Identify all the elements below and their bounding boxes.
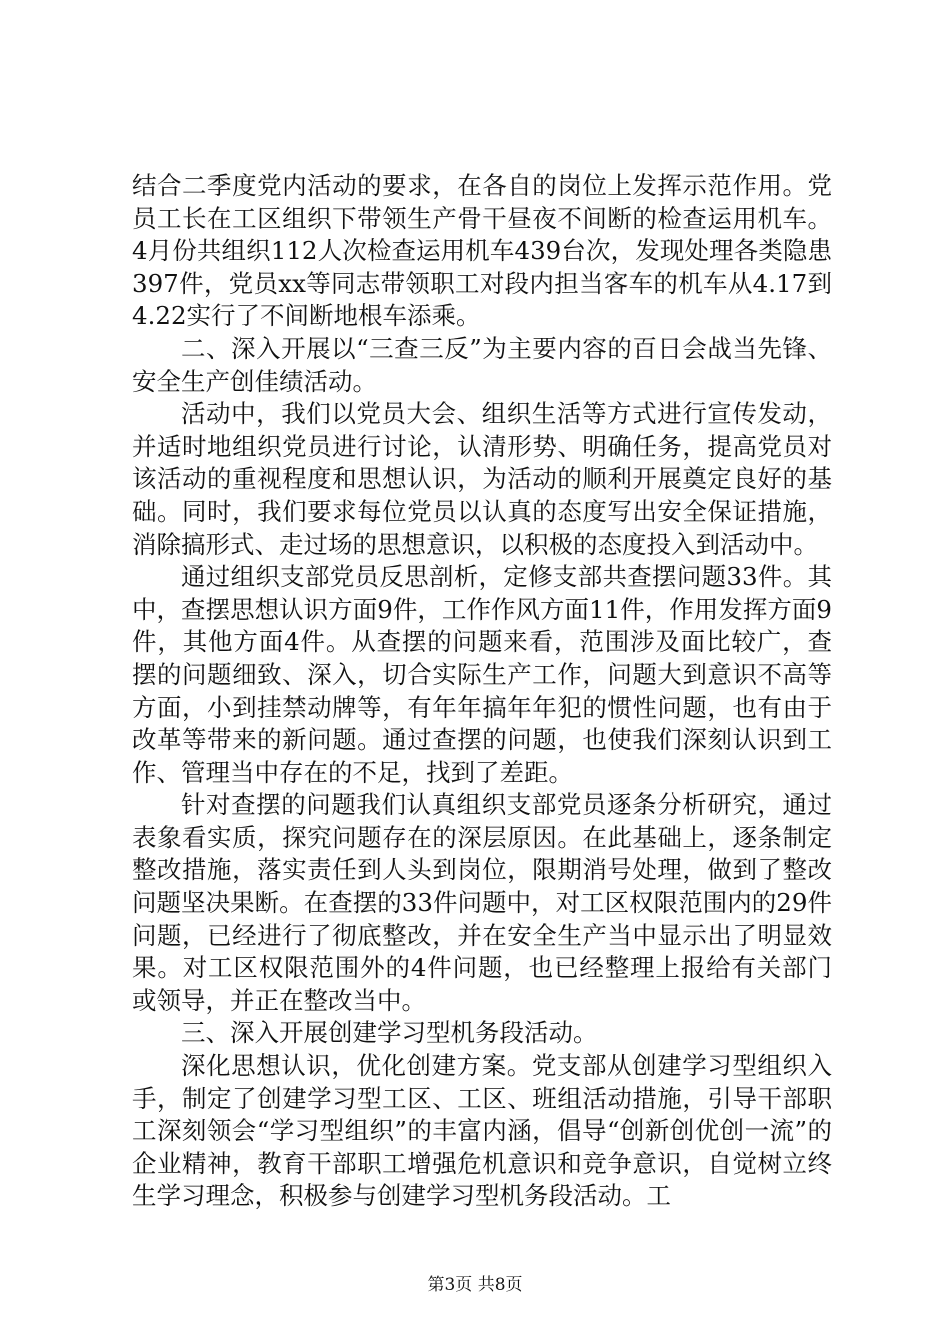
paragraph: 针对查摆的问题我们认真组织支部党员逐条分析研究，通过表象看实质，探究问题存在的深层原因。在此基础上，逐条制定整改措施，落实责任到人头到岗位，限期消号处理，做到了整改问题坚决果断。在查摆的33件问题中，对工区权限范围内的29件问题，已经进行了彻底整改，并在安全生产当中显示出了明显效果。对工区权限范围外的4件问题，也已经整理上报给有关部门或领导，并正在整改当中。 [132, 790, 832, 1015]
paragraph: 活动中，我们以党员大会、组织生活等方式进行宣传发动，并适时地组织党员进行讨论，认清形势、明确任务，提高党员对该活动的重视程度和思想认识，为活动的顺利开展奠定良好的基础。同时，我们要求每位党员以认真的态度写出安全保证措施，消除搞形式、走过场的思想意识，以积极的态度投入到活动中。 [132, 399, 832, 559]
paragraph-continuation: 结合二季度党内活动的要求，在各自的岗位上发挥示范作用。党员工长在工区组织下带领生产骨干昼夜不间断的检查运用机车。4月份共组织112人次检查运用机车439台次，发现处理各类隐患397件，党员xx等同志带领职工对段内担当客车的机车从4.17到4.22实行了不间断地根车添乘。 [132, 171, 832, 331]
paragraph: 通过组织支部党员反思剖析，定修支部共查摆问题33件。其中，查摆思想认识方面9件，工作作风方面11件，作用发挥方面9件，其他方面4件。从查摆的问题来看，范围涉及面比较广，查摆的问题细致、深入，切合实际生产工作，问题大到意识不高等方面，小到挂禁动牌等，有年年搞年年犯的惯性问题，也有由于改革等带来的新问题。通过查摆的问题，也使我们深刻认识到工作、管理当中存在的不足，找到了差距。 [132, 562, 832, 787]
paragraph: 深化思想认识，优化创建方案。党支部从创建学习型组织入手，制定了创建学习型工区、工区、班组活动措施，引导干部职工深刻领会“学习型组织”的丰富内涵，倡导“创新创优创一流”的企业精神，教育干部职工增强危机意识和竞争意识，自觉树立终生学习理念，积极参与创建学习型机务段活动。工 [132, 1051, 832, 1211]
page-footer: 第3页 共8页 [427, 1275, 523, 1295]
section-heading-2: 二、深入开展以“三查三反”为主要内容的百日会战当先锋、安全生产创佳绩活动。 [132, 333, 832, 396]
section-heading-3: 三、深入开展创建学习型机务段活动。 [181, 1018, 598, 1048]
document-body [132, 170, 832, 1213]
